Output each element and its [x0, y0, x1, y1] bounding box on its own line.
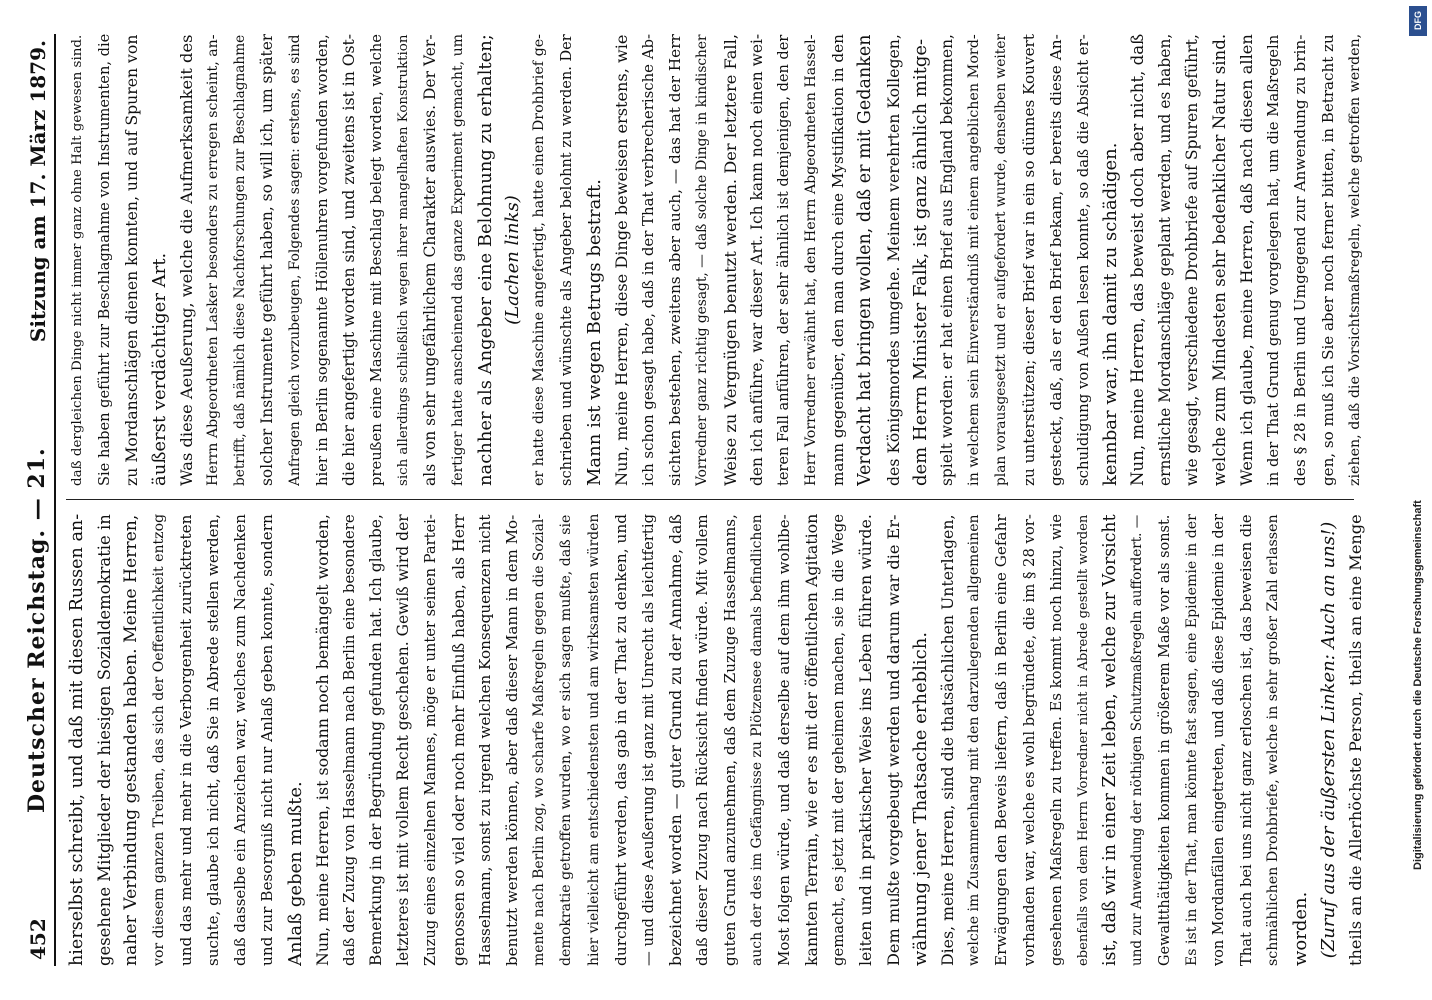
text-line: vorhanden war, welche es wohl begründete, die im § 28 vor- [1020, 514, 1038, 966]
digitization-stamp [1398, 0, 1432, 1000]
text-line: Bemerkung in der Begründung gefunden hat. Ich glaube, [367, 514, 386, 966]
text-line: Anfragen gleich vorzubeugen, Folgendes sagen: erstens, es sind [286, 34, 303, 486]
text-line: That auch bei uns nicht ganz erloschen ist, das beweisen die [1238, 514, 1256, 966]
text-line: daß dasselbe ein Anzeichen war, welches zum Nachdenken [231, 514, 250, 966]
text-line: in welchem sein Einverständniß mit einem angeblichen Mord- [966, 34, 983, 486]
text-line: bezeichnet worden — guter Grund zu der Annahme, daß [666, 514, 686, 966]
right-column [64, 34, 1374, 486]
text-line: schrieben und wünschte als Angeber belohnt zu werden. Der [558, 34, 576, 486]
dfg-logo: DFG [1409, 6, 1427, 36]
text-line: durchgeführt werden, das gab in der That zu denken, und [611, 514, 630, 966]
text-line: teren Fall anführen, der sehr ähnlich ist demjenigen, den der [775, 34, 792, 486]
text-line: welche zum Mindesten sehr bedenklicher Natur sind. [1209, 34, 1229, 486]
text-line: mente nach Berlin zog, wo scharfe Maßregeln gegen die Sozial- [531, 514, 548, 966]
text-line: des § 28 in Berlin und Umgegend zur Anwendung zu brin- [1291, 34, 1310, 486]
text-line: gesehene Mitglieder der hiesigen Sozialdemokratie in [95, 514, 115, 966]
text-line: Nun, meine Herren, das beweist doch aber nicht, daß [1128, 34, 1148, 486]
digitization-notice: Digitalisierung gefördert durch die Deutsche Forschungsgemeinschaft [1412, 500, 1424, 870]
text-line: Sie haben geführt zur Beschlagnahme von Instrumenten, die [96, 34, 114, 486]
text-line: spielt worden: er hat einen Brief aus England bekommen, [938, 34, 956, 486]
text-line: Erwägungen den Beweis liefern, daß in Berlin eine Gefahr [992, 514, 1011, 966]
text-line: Most folgen würde, und daß derselbe auf dem ihm wohlbe- [774, 514, 793, 966]
text-line: wähnung jener Thatsache erheblich. [909, 631, 931, 966]
text-line: Weise zu Vergnügen benutzt werden. Der letztere Fall, [720, 34, 740, 486]
text-line: daß dieser Zuzug nach Rücksicht finden würde. Mit vollem [693, 514, 712, 966]
text-line: letzteres ist mit vollem Recht geschehen. Gewiß wird der [394, 514, 413, 966]
text-line: vor diesem ganzen Treiben, das sich der Oeffentlichkeit entzog [150, 514, 167, 966]
text-line: fertiger hatte anscheinend das ganze Experiment gemacht, um [449, 34, 466, 486]
text-line: des Königsmordes umgehe. Meinem verehrten Kollegen, [883, 34, 903, 486]
page-number: 452 [26, 918, 50, 960]
text-line: Nun, meine Herren, diese Dinge beweisen erstens, wie [611, 34, 631, 486]
text-line: in der That Grund genug vorgelegen hat, um die Maßregeln [1265, 34, 1283, 486]
text-line: und zur Anwendung der nöthigen Schutzmaßregeln auffordert. — [1129, 514, 1146, 966]
text-line: mann gegenüber, den man durch eine Mystifikation in den [829, 34, 848, 486]
journal-title: Deutscher Reichstag. — 21. [24, 447, 50, 814]
text-line: ernstliche Mordanschläge geplant werden, und es haben, [1155, 34, 1174, 486]
text-line [1369, 34, 1374, 486]
text-line: preußen eine Maschine mit Beschlag belegt worden, welche [368, 34, 386, 486]
text-line: guten Grund anzunehmen, daß dem Zuzuge Hasselmanns, [720, 514, 739, 966]
text-line: kennbar war, ihn damit zu schädigen. [1100, 142, 1122, 486]
text-line: zu unterstützen; dieser Brief war in ein so dünnes Kouvert [1019, 34, 1038, 486]
text-line: ebenfalls von dem Herrn Vorredner nicht in Abrede gestellt worden [1075, 514, 1091, 966]
text-line: gesehenen Maßregeln zu treffen. Es kommt noch hinzu, wie [1047, 514, 1065, 966]
text-line: theils an die Allerhöchste Person, theils an eine Menge [1345, 514, 1365, 966]
column-divider [66, 500, 1354, 501]
text-line: Was diese Aeußerung, welche die Aufmerksamkeit des [176, 34, 196, 486]
text-line: gen, so muß ich Sie aber noch ferner bitten, in Betracht zu [1318, 34, 1337, 486]
text-line: leiten und in praktischer Weise ins Leben führen würde. [856, 514, 876, 966]
text-line: daß der Zuzug von Hasselmann nach Berlin eine besondere [339, 514, 358, 966]
text-line: Wenn ich glaube, meine Herren, daß nach diesen allen [1237, 34, 1257, 486]
page-header [22, 34, 56, 966]
text-line: naher Verbindung gestanden haben. Meine Herren, [121, 514, 142, 966]
text-line: plan vorausgesetzt und er aufgefordert wurde, denselben weiter [993, 34, 1010, 486]
session-title: Sitzung am 17. März 1879. [26, 40, 50, 343]
text-line: ist, daß wir in einer Zeit leben, welche zur Vorsicht [1100, 514, 1121, 966]
text-line: — und diese Aeußerung ist ganz mit Unrecht als leichtfertig [639, 514, 657, 966]
text-line: Verdacht hat bringen wollen, daß er mit Gedanken [855, 34, 876, 486]
text-line: sich allerdings schließlich wegen ihrer mangelhaften Konstruktion [396, 34, 412, 486]
text-line: suchte, glaube ich nicht, daß Sie in Abrede stellen werden, [203, 514, 222, 966]
text-line: Herr Vorredner erwähnt hat, den Herrn Abgeordneten Hassel- [803, 34, 820, 486]
text-line: ziehen, daß die Vorsichtsmaßregeln, welche getroffen werden, [1346, 34, 1363, 486]
text-line: schmählichen Drohbriefe, welche in sehr großer Zahl erlassen [1265, 514, 1282, 966]
text-line: die hier angefertigt worden sind, und zweitens ist in Ost- [339, 34, 358, 486]
text-line: daß dergleichen Dinge nicht immer ganz ohne Halt gewesen sind. [70, 34, 85, 486]
text-line: Dies, meine Herren, sind die thatsächlichen Unterlagen, [938, 514, 957, 966]
text-line: Hasselmann, sonst zu irgend welchen Konsequenzen nicht [475, 514, 494, 966]
text-line: worden. [1290, 891, 1312, 966]
text-line: nachher als Angeber eine Belohnung zu erhalten; [474, 34, 496, 486]
text-line: gemacht, es jetzt mit der geheimen machen, sie in die Wege [830, 514, 848, 966]
text-line: welche im Zusammenhang mit den darzulegenden allgemeinen [966, 514, 983, 966]
text-line: solcher Instrumente geführt haben, so will ich, um später [258, 34, 277, 486]
text-line: (Zuruf aus der äußersten Linken: Auch an uns!) [1317, 521, 1339, 959]
text-line: zu Mordanschlägen dienen konnten, und auf Spuren von [122, 34, 142, 486]
text-line: Gewaltthätigkeiten kommen in größerem Maße vor als sonst. [1156, 514, 1173, 966]
text-line: Mann ist wegen Betrugs bestraft. [583, 179, 605, 486]
text-line: hier vielleicht am entschiedensten und am wirksamsten würden [585, 514, 602, 966]
text-line: Dem mußte vorgebeugt werden und darum war die Er- [883, 514, 903, 966]
text-columns [64, 34, 1374, 966]
text-line: Vorredner ganz richtig gesagt, — daß solche Dinge in kindischer [694, 34, 711, 486]
text-line: als von sehr ungefährlichem Charakter auswies. Der Ver- [421, 34, 440, 486]
text-line: Anlaß geben mußte. [284, 781, 306, 966]
text-line: demokratie getroffen wurden, wo er sich sagen mußte, daß sie [558, 514, 575, 966]
text-line: dem Herrn Minister Falk, ist ganz ähnlich mitge- [909, 38, 931, 486]
text-line: auch der des im Gefängnisse zu Plötzensee damals befindlichen [748, 514, 765, 966]
text-line: äußerst verdächtiger Art. [148, 252, 170, 486]
text-line: Herrn Abgeordneten Lasker besonders zu erregen scheint, an- [204, 34, 221, 486]
text-line: hier in Berlin sogenannte Höllenuhren vorgefunden worden, [313, 34, 331, 486]
text-line: kannten Terrain, wie er es mit der öffentlichen Agitation [802, 514, 822, 966]
text-line: und das mehr und mehr in die Verborgenheit zurücktreten [176, 514, 195, 966]
text-line: (Lachen links) [502, 195, 523, 325]
text-line: gesteckt, daß, als er den Brief bekam, er bereits diese An- [1046, 34, 1065, 486]
text-line: Zuzug eines einzelnen Mannes, möge er unter seinen Partei- [422, 514, 440, 966]
text-line: hierselbst schreibt, und daß mit diesen Russen an- [67, 514, 87, 966]
text-line: ich schon gesagt habe, daß in der That verbrecherische Ab- [638, 34, 657, 486]
text-line: er hatte diese Maschine angefertigt, hatte einen Drohbrief ge- [531, 34, 548, 486]
text-line: und zur Besorgniß nicht nur Anlaß geben konnte, sondern [258, 514, 277, 966]
text-line: den ich anführe, war dieser Art. Ich kann noch einen wei- [747, 34, 766, 486]
text-line: sichten bestehen, zweitens aber auch, — das hat der Herr [666, 34, 685, 486]
text-line: Es ist in der That, man könnte fast sagen, eine Epidemie in der [1183, 514, 1200, 966]
text-line: Nun, meine Herren, ist sodann noch bemängelt worden, [312, 514, 332, 966]
text-line: betrifft, daß nämlich diese Nachforschungen zur Beschlagnahme [232, 34, 249, 486]
left-column [64, 514, 1374, 966]
text-line: schuldigung von Außen lesen konnte, so daß die Absicht er- [1073, 34, 1092, 486]
text-line: wie gesagt, verschiedene Drohbriefe auf Spuren geführt, [1182, 34, 1201, 486]
text-line: von Mordanfällen eingetreten, und daß diese Epidemie in der [1210, 514, 1227, 966]
text-line [1369, 514, 1374, 966]
text-line: genossen so viel oder noch mehr Einfluß haben, als Herr [448, 514, 468, 966]
text-line: benutzt werden können, aber daß dieser Mann in dem Mo- [503, 514, 521, 966]
